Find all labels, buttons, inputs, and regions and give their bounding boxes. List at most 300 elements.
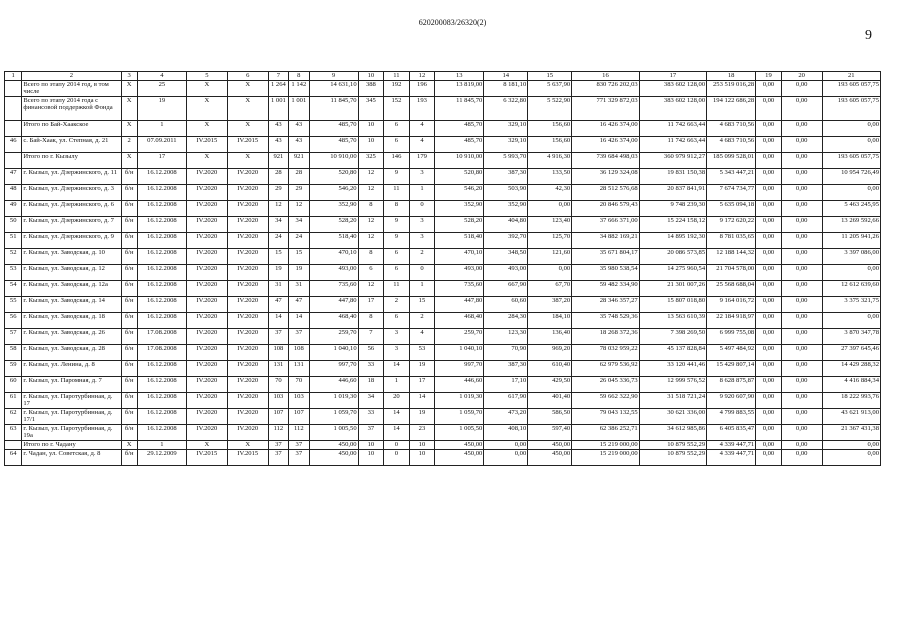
table-cell: 0,00	[756, 409, 782, 425]
table-cell: 325	[358, 153, 384, 169]
table-cell: 28	[289, 169, 309, 185]
table-cell: 12	[358, 233, 384, 249]
table-cell: 0,00	[781, 201, 822, 217]
table-cell: 25 568 688,04	[707, 281, 756, 297]
table-cell: 739 684 498,03	[572, 153, 639, 169]
table-cell: 284,30	[484, 313, 528, 329]
table-cell: 184,10	[528, 313, 572, 329]
housing-program-table	[4, 71, 881, 466]
table-cell: 387,30	[484, 361, 528, 377]
table-row	[5, 185, 881, 201]
table-cell: 470,10	[309, 249, 358, 265]
table-cell: 9 164 016,72	[707, 297, 756, 313]
table-cell: 1 005,50	[435, 425, 484, 441]
table-cell: 59	[5, 361, 22, 377]
table-cell: IV.2020	[186, 185, 227, 201]
table-cell: 997,70	[309, 361, 358, 377]
table-cell: г. Кызыл, ул. Дзержинского, д. 9	[22, 233, 121, 249]
table-cell: 47	[289, 297, 309, 313]
table-cell: 19	[137, 97, 186, 121]
table-cell: б/н	[121, 393, 137, 409]
table-cell: 103	[268, 393, 288, 409]
table-cell: 9 748 239,30	[639, 201, 706, 217]
table-cell: 617,90	[484, 393, 528, 409]
table-cell: 179	[409, 153, 435, 169]
table-cell: 0,00	[781, 81, 822, 97]
table-row	[5, 121, 881, 137]
table-cell: 70	[268, 377, 288, 393]
table-cell: 16.12.2008	[137, 297, 186, 313]
table-cell: 31	[289, 281, 309, 297]
table-cell: 493,00	[484, 265, 528, 281]
table-cell: 136,40	[528, 329, 572, 345]
table-cell: 14	[268, 313, 288, 329]
table-cell: 16.12.2008	[137, 281, 186, 297]
table-row	[5, 409, 881, 425]
table-cell: 13 819,00	[435, 81, 484, 97]
table-cell: 35 671 804,17	[572, 249, 639, 265]
table-cell: 450,00	[309, 441, 358, 450]
table-cell: IV.2020	[227, 313, 268, 329]
table-cell: 0,00	[528, 201, 572, 217]
table-cell: 19	[268, 265, 288, 281]
table-cell: 485,70	[435, 137, 484, 153]
table-cell: 520,80	[309, 169, 358, 185]
table-cell: 12	[289, 201, 309, 217]
table-cell: 16.12.2008	[137, 265, 186, 281]
table-cell: 0,00	[756, 313, 782, 329]
table-cell: 37	[268, 450, 288, 466]
table-row	[5, 393, 881, 409]
table-cell: 11 742 663,44	[639, 137, 706, 153]
table-cell: 0,00	[756, 137, 782, 153]
table-cell: 11 742 663,44	[639, 121, 706, 137]
table-cell: 5 343 447,21	[707, 169, 756, 185]
table-cell: 392,70	[484, 233, 528, 249]
header-row	[5, 72, 881, 81]
table-row	[5, 313, 881, 329]
table-cell: IV.2020	[186, 281, 227, 297]
table-cell: 0,00	[756, 265, 782, 281]
table-cell: 0,00	[756, 345, 782, 361]
table-cell: 450,00	[309, 450, 358, 466]
table-cell: б/н	[121, 361, 137, 377]
table-cell: 4	[409, 329, 435, 345]
table-cell: 34 612 985,86	[639, 425, 706, 441]
table-cell: 447,80	[309, 297, 358, 313]
table-cell: 1 019,30	[309, 393, 358, 409]
table-cell: 546,20	[435, 185, 484, 201]
table-cell: 28 512 576,68	[572, 185, 639, 201]
table-cell: IV.2020	[227, 281, 268, 297]
table-cell: 0,00	[756, 81, 782, 97]
table-cell: 468,40	[435, 313, 484, 329]
table-cell: X	[227, 97, 268, 121]
table-cell: 33	[358, 409, 384, 425]
table-cell: 0,00	[781, 265, 822, 281]
table-cell: 185 099 528,01	[707, 153, 756, 169]
table-cell: б/н	[121, 233, 137, 249]
table-cell: 8 181,10	[484, 81, 528, 97]
table-cell: 34	[289, 217, 309, 233]
table-cell: 19	[289, 265, 309, 281]
table-cell: с. Бай-Хаак, ул. Степная, д. 21	[22, 137, 121, 153]
table-cell: 17.08.2008	[137, 345, 186, 361]
table-cell	[5, 97, 22, 121]
table-cell: 78 032 959,22	[572, 345, 639, 361]
table-cell: 518,40	[309, 233, 358, 249]
table-cell: 546,20	[309, 185, 358, 201]
table-cell: IV.2020	[186, 425, 227, 441]
table-cell: 0,00	[781, 377, 822, 393]
table-cell: 969,20	[528, 345, 572, 361]
table-cell: 12 999 576,52	[639, 377, 706, 393]
table-cell: 123,40	[528, 217, 572, 233]
table-cell: 8	[358, 201, 384, 217]
table-cell: IV.2020	[186, 329, 227, 345]
table-cell: 0,00	[781, 217, 822, 233]
table-cell: 5 635 094,18	[707, 201, 756, 217]
table-cell: 14 429 288,32	[822, 361, 880, 377]
table-cell: 10 910,00	[435, 153, 484, 169]
table-cell: 528,20	[309, 217, 358, 233]
table-cell: 67,70	[528, 281, 572, 297]
table-cell: IV.2020	[186, 393, 227, 409]
table-row	[5, 97, 881, 121]
table-cell: 360 979 912,27	[639, 153, 706, 169]
table-row	[5, 361, 881, 377]
table-cell: г. Кызыл, ул. Заводская, д. 18	[22, 313, 121, 329]
table-cell: 12 612 639,60	[822, 281, 880, 297]
table-cell: 5 497 484,92	[707, 345, 756, 361]
table-cell: 18	[358, 377, 384, 393]
table-row	[5, 377, 881, 393]
table-cell: 112	[268, 425, 288, 441]
table-cell: 62	[5, 409, 22, 425]
table-cell: Итого по Бай-Хаакское	[22, 121, 121, 137]
table-cell: 146	[384, 153, 410, 169]
table-cell: 16.12.2008	[137, 201, 186, 217]
table-cell: 329,10	[484, 137, 528, 153]
table-row	[5, 345, 881, 361]
table-cell: 528,20	[435, 217, 484, 233]
table-cell: X	[121, 97, 137, 121]
table-cell: 48	[5, 185, 22, 201]
table-cell: 0,00	[781, 121, 822, 137]
table-cell: 0,00	[756, 425, 782, 441]
table-cell: 14	[384, 361, 410, 377]
table-cell: X	[121, 81, 137, 97]
table-cell: 43	[268, 137, 288, 153]
table-cell: 518,40	[435, 233, 484, 249]
table-cell: IV.2020	[227, 265, 268, 281]
table-cell: 0,00	[756, 297, 782, 313]
table-cell: 16.12.2008	[137, 393, 186, 409]
table-cell: г. Кызыл, ул. Заводская, д. 10	[22, 249, 121, 265]
table-cell: 59 662 322,90	[572, 393, 639, 409]
table-cell: 133,50	[528, 169, 572, 185]
table-cell: IV.2020	[227, 233, 268, 249]
table-cell: 19	[409, 409, 435, 425]
table-cell: 493,00	[435, 265, 484, 281]
table-row	[5, 169, 881, 185]
table-cell: 4	[409, 121, 435, 137]
table-cell: 34	[358, 393, 384, 409]
table-cell: 0	[384, 450, 410, 466]
column-number: 16	[572, 72, 639, 81]
column-number: 4	[137, 72, 186, 81]
table-cell: 3	[384, 345, 410, 361]
table-cell: 0,00	[822, 441, 880, 450]
table-cell: 6	[384, 121, 410, 137]
table-row	[5, 265, 881, 281]
table-cell: 6	[384, 249, 410, 265]
table-cell: 0,00	[822, 450, 880, 466]
table-cell: 22 184 918,97	[707, 313, 756, 329]
table-cell: 0,00	[756, 281, 782, 297]
table-cell: 43 621 913,00	[822, 409, 880, 425]
table-cell: 0,00	[781, 329, 822, 345]
table-cell: 0,00	[781, 137, 822, 153]
table-row	[5, 137, 881, 153]
table-cell: 0,00	[756, 121, 782, 137]
table-cell: 43	[289, 121, 309, 137]
table-cell: 0,00	[756, 201, 782, 217]
table-cell: 35 748 529,36	[572, 313, 639, 329]
table-cell: б/н	[121, 345, 137, 361]
table-cell: 0,00	[781, 97, 822, 121]
table-cell: г. Кызыл, ул. Дзержинского, д. 6	[22, 201, 121, 217]
table-cell: 194 122 686,28	[707, 97, 756, 121]
table-cell: 9	[384, 217, 410, 233]
table-cell: 10 954 726,49	[822, 169, 880, 185]
table-cell: 12	[358, 281, 384, 297]
table-cell: IV.2020	[186, 313, 227, 329]
table-row	[5, 441, 881, 450]
table-cell: X	[186, 441, 227, 450]
table-cell: 0,00	[781, 185, 822, 201]
table-cell: X	[121, 441, 137, 450]
table-cell: 13 563 610,39	[639, 313, 706, 329]
table-cell: б/н	[121, 377, 137, 393]
table-cell: 59 482 334,90	[572, 281, 639, 297]
table-cell: 31	[268, 281, 288, 297]
table-cell: IV.2020	[227, 409, 268, 425]
table-cell: 27 397 645,46	[822, 345, 880, 361]
table-cell: 14	[409, 393, 435, 409]
table-cell: 50	[5, 217, 22, 233]
column-number: 10	[358, 72, 384, 81]
table-cell: 52	[5, 249, 22, 265]
table-cell: 447,80	[435, 297, 484, 313]
table-cell: 352,90	[484, 201, 528, 217]
table-cell: 14	[384, 409, 410, 425]
table-cell: 383 602 128,00	[639, 81, 706, 97]
table-cell: 125,70	[528, 233, 572, 249]
table-cell: 19 831 150,38	[639, 169, 706, 185]
column-number: 19	[756, 72, 782, 81]
table-cell: 16.12.2008	[137, 377, 186, 393]
table-cell: 0,00	[756, 393, 782, 409]
table-cell: 8	[384, 201, 410, 217]
table-cell: 0,00	[781, 425, 822, 441]
table-cell: 348,50	[484, 249, 528, 265]
table-cell: б/н	[121, 450, 137, 466]
table-cell: 468,40	[309, 313, 358, 329]
table-cell: б/н	[121, 329, 137, 345]
table-cell: 7 674 734,77	[707, 185, 756, 201]
table-cell: 28	[268, 169, 288, 185]
table-cell: 57	[5, 329, 22, 345]
table-cell: 1 040,10	[435, 345, 484, 361]
table-cell: 21 367 431,38	[822, 425, 880, 441]
table-cell: г. Кызыл, ул. Паротурбинная, д. 19а	[22, 425, 121, 441]
column-number: 12	[409, 72, 435, 81]
column-number: 17	[639, 72, 706, 81]
table-cell: 21 704 578,00	[707, 265, 756, 281]
table-cell: 4 416 884,34	[822, 377, 880, 393]
table-cell: 49	[5, 201, 22, 217]
table-row	[5, 217, 881, 233]
table-cell: г. Кызыл, ул. Ленина, д. 8	[22, 361, 121, 377]
table-cell: 4 339 447,71	[707, 441, 756, 450]
table-cell: X	[186, 97, 227, 121]
table-cell: 14 631,10	[309, 81, 358, 97]
table-cell: 11	[384, 281, 410, 297]
table-cell: 446,60	[435, 377, 484, 393]
table-cell: 997,70	[435, 361, 484, 377]
table-cell: 11	[384, 185, 410, 201]
table-cell: IV.2020	[227, 345, 268, 361]
table-cell: 387,20	[528, 297, 572, 313]
table-cell: 401,40	[528, 393, 572, 409]
table-cell: 5 993,70	[484, 153, 528, 169]
column-number: 20	[781, 72, 822, 81]
table-cell: 16.12.2008	[137, 185, 186, 201]
table-cell: 0,00	[756, 169, 782, 185]
table-cell: IV.2020	[227, 361, 268, 377]
table-cell	[5, 121, 22, 137]
table-cell: 29	[268, 185, 288, 201]
table-cell: IV.2020	[227, 217, 268, 233]
table-cell: IV.2020	[186, 249, 227, 265]
table-cell: 429,50	[528, 377, 572, 393]
table-cell: 6	[384, 265, 410, 281]
table-cell: 37	[268, 329, 288, 345]
table-cell: 667,90	[484, 281, 528, 297]
table-cell: 152	[384, 97, 410, 121]
table-cell: 0,00	[822, 185, 880, 201]
table-cell: 15	[289, 249, 309, 265]
table-cell: 58	[5, 345, 22, 361]
table-cell: 493,00	[309, 265, 358, 281]
table-cell: 34 882 169,21	[572, 233, 639, 249]
table-cell: 16.12.2008	[137, 249, 186, 265]
table-cell: IV.2020	[186, 265, 227, 281]
table-cell: 473,20	[484, 409, 528, 425]
column-number: 6	[227, 72, 268, 81]
table-cell: 10 879 552,29	[639, 450, 706, 466]
table-cell: г. Кызыл, ул. Заводская, д. 26	[22, 329, 121, 345]
table-cell: 55	[5, 297, 22, 313]
table-cell: 345	[358, 97, 384, 121]
table-cell: IV.2020	[186, 297, 227, 313]
table-cell: 46	[5, 137, 22, 153]
table-cell: 520,80	[435, 169, 484, 185]
table-cell: 26 045 336,73	[572, 377, 639, 393]
table-cell: 12	[358, 169, 384, 185]
table-cell: 597,40	[528, 425, 572, 441]
table-cell: 16 426 374,00	[572, 121, 639, 137]
table-cell: г. Кызыл, ул. Заводская, д. 28	[22, 345, 121, 361]
table-cell: Итого по г. Кызылу	[22, 153, 121, 169]
table-cell: 16.12.2008	[137, 217, 186, 233]
table-cell: 0,00	[781, 361, 822, 377]
table-cell: 259,70	[309, 329, 358, 345]
table-cell: г. Кызыл, ул. Дзержинского, д. 11	[22, 169, 121, 185]
table-cell: 6	[384, 313, 410, 329]
table-cell: 485,70	[309, 137, 358, 153]
table-cell: 3	[409, 233, 435, 249]
table-cell: 0,00	[756, 329, 782, 345]
table-cell: 0,00	[822, 121, 880, 137]
table-cell: 0,00	[756, 97, 782, 121]
table-cell: 17	[137, 153, 186, 169]
table-cell: 0,00	[528, 265, 572, 281]
table-cell: 112	[289, 425, 309, 441]
table-cell: 121,60	[528, 249, 572, 265]
table-cell: X	[121, 153, 137, 169]
table-cell: 29	[289, 185, 309, 201]
table-cell: 0,00	[822, 137, 880, 153]
table-row	[5, 450, 881, 466]
table-cell: IV.2020	[227, 297, 268, 313]
table-cell: 1	[409, 281, 435, 297]
table-cell: г. Кызыл, ул. Паромная, д. 7	[22, 377, 121, 393]
table-cell: 11 845,70	[435, 97, 484, 121]
table-row	[5, 329, 881, 345]
column-number: 15	[528, 72, 572, 81]
table-cell: 352,90	[435, 201, 484, 217]
table-cell: 15 219 000,00	[572, 450, 639, 466]
table-cell: 15 429 807,14	[707, 361, 756, 377]
column-number: 1	[5, 72, 22, 81]
table-cell: 9 172 620,22	[707, 217, 756, 233]
table-cell: 43	[268, 121, 288, 137]
table-cell: 259,70	[435, 329, 484, 345]
table-cell: 0,00	[822, 313, 880, 329]
table-cell: 1 264	[268, 81, 288, 97]
table-cell: 193	[409, 97, 435, 121]
table-cell: 0,00	[756, 361, 782, 377]
table-cell: 0,00	[781, 297, 822, 313]
table-cell: 0,00	[484, 450, 528, 466]
table-cell: 771 329 872,03	[572, 97, 639, 121]
table-cell: IV.2020	[227, 185, 268, 201]
table-cell: 1	[137, 441, 186, 450]
table-cell: 17,10	[484, 377, 528, 393]
table-cell: 0,00	[484, 441, 528, 450]
table-cell: 16.12.2008	[137, 425, 186, 441]
table-cell: 735,60	[309, 281, 358, 297]
table-cell: 485,70	[435, 121, 484, 137]
table-cell: 1	[384, 377, 410, 393]
table-cell: 45 137 828,84	[639, 345, 706, 361]
table-cell: 0,00	[781, 345, 822, 361]
table-cell: 20 846 579,43	[572, 201, 639, 217]
table-cell: 0,00	[781, 393, 822, 409]
table-cell: 1	[409, 185, 435, 201]
